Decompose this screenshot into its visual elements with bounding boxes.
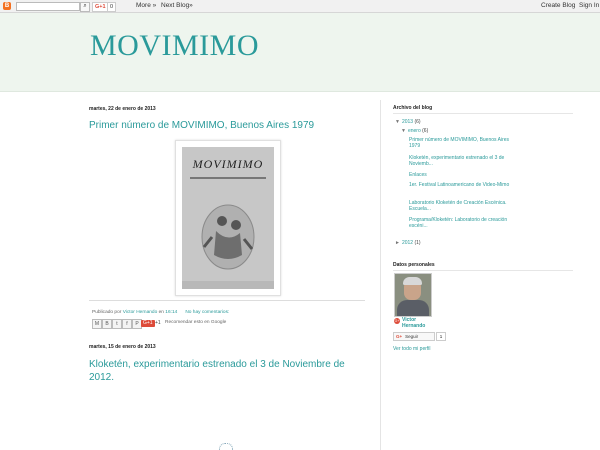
sidebar-divider xyxy=(380,100,381,450)
archive-count: (6) xyxy=(414,119,421,125)
create-blog-link[interactable]: Create Blog xyxy=(541,2,576,9)
avatar-hair xyxy=(403,277,422,285)
profile-last-name: Hernando xyxy=(402,323,426,329)
view-full-profile-link[interactable]: Ver todo mi perfil xyxy=(393,346,431,352)
blog-title[interactable]: MOVIMIMO xyxy=(90,29,259,62)
next-blog-link[interactable]: Next Blog» xyxy=(161,2,193,9)
post-title-line: Kloketén, experimentario estrenado el 3 de Noviembre de xyxy=(89,359,345,370)
archive-heading: Archivo del blog xyxy=(393,105,433,111)
collapse-toggle-icon[interactable]: ▼ xyxy=(401,128,406,134)
author-link[interactable]: Victor Hernando xyxy=(122,310,158,315)
profile-heading: Datos personales xyxy=(393,262,435,268)
post-footer-divider xyxy=(89,300,365,301)
follow-button[interactable] xyxy=(393,332,435,341)
archive-year-2012[interactable] xyxy=(395,240,421,246)
post-title-line: 2012. xyxy=(89,372,115,383)
search-icon[interactable]: ⌕ xyxy=(80,2,90,12)
profile-first-name: Victor xyxy=(402,317,417,323)
follow-label: Seguir xyxy=(405,334,419,339)
post-date: martes, 22 de enero de 2013 xyxy=(89,106,156,112)
archive-post-link[interactable]: 1er. Festival Latinoamericano de Video-Mimo xyxy=(409,182,510,188)
blog-header xyxy=(0,13,600,92)
collapse-toggle-icon[interactable]: ▼ xyxy=(395,119,400,125)
facebook-share-icon[interactable]: f xyxy=(122,319,132,329)
post-footer xyxy=(92,310,229,315)
archive-year-2013[interactable] xyxy=(395,119,421,125)
post-date: martes, 15 de enero de 2013 xyxy=(89,344,156,350)
blogger-logo-icon[interactable]: B xyxy=(4,3,10,9)
posted-at-label: en xyxy=(158,310,164,315)
sign-in-link[interactable]: Sign In xyxy=(579,2,600,9)
post-title[interactable]: Primer número de MOVIMIMO, Buenos Aires 1979 xyxy=(89,120,315,131)
archive-heading-divider xyxy=(393,113,573,114)
more-menu[interactable]: More » xyxy=(136,2,157,9)
archive-count: (1) xyxy=(414,240,421,246)
email-share-icon[interactable]: M xyxy=(92,319,102,329)
recommend-google-text: Recomendar esto en Google xyxy=(165,320,227,325)
posted-by-label: Publicado por xyxy=(92,310,122,315)
post-image[interactable] xyxy=(175,140,281,296)
archive-year-label[interactable]: 2013 xyxy=(401,119,414,125)
avatar[interactable] xyxy=(394,273,432,317)
archive-year-label[interactable]: 2012 xyxy=(401,240,414,246)
post-gplus-button[interactable]: G+1 xyxy=(143,320,153,326)
magazine-cover xyxy=(182,147,274,289)
comments-link[interactable]: No hay comentarios: xyxy=(185,310,230,315)
gplus-button[interactable]: G+1 xyxy=(92,2,109,12)
archive-post-link[interactable]: Programa/Kloketén: Laboratorio de creación escéni... xyxy=(409,217,508,229)
magazine-cover-title: MOVIMIMO xyxy=(192,157,264,171)
archive-post-link[interactable]: Primer número de MOVIMIMO, Buenos Aires 1979 xyxy=(409,137,510,149)
archive-month-enero[interactable] xyxy=(401,128,428,134)
profile-heading-divider xyxy=(393,270,573,271)
follower-count: 1 xyxy=(436,332,446,341)
avatar-body xyxy=(397,300,429,317)
search-input[interactable] xyxy=(16,2,80,11)
navbar xyxy=(0,0,600,13)
loading-indicator-icon xyxy=(219,443,233,450)
plus-one-count: +1 xyxy=(155,320,161,326)
post-title[interactable] xyxy=(89,358,345,384)
gplus-badge-icon: G+ xyxy=(394,319,400,323)
blogthis-share-icon[interactable]: B xyxy=(102,319,112,329)
post-time-link[interactable]: 16:14 xyxy=(165,310,178,315)
archive-post-link[interactable]: Kloketén, experimentario estrenado el 3 de Noviemb... xyxy=(409,155,505,167)
archive-count: (6) xyxy=(422,128,429,134)
archive-post-link[interactable]: Laboratorio Kloketén de Creación Escénica. Escuela... xyxy=(409,200,507,212)
twitter-share-icon[interactable]: t xyxy=(112,319,122,329)
archive-month-label[interactable]: enero xyxy=(407,128,421,134)
gplus-count: 0 xyxy=(107,2,116,12)
profile-name-link[interactable] xyxy=(402,317,425,329)
magazine-illustration xyxy=(182,147,274,289)
archive-post-link[interactable]: Enlaces xyxy=(409,172,427,178)
pinterest-share-icon[interactable]: P xyxy=(132,319,142,329)
gplus-icon: G+ xyxy=(396,334,403,339)
expand-toggle-icon[interactable]: ► xyxy=(395,240,400,246)
